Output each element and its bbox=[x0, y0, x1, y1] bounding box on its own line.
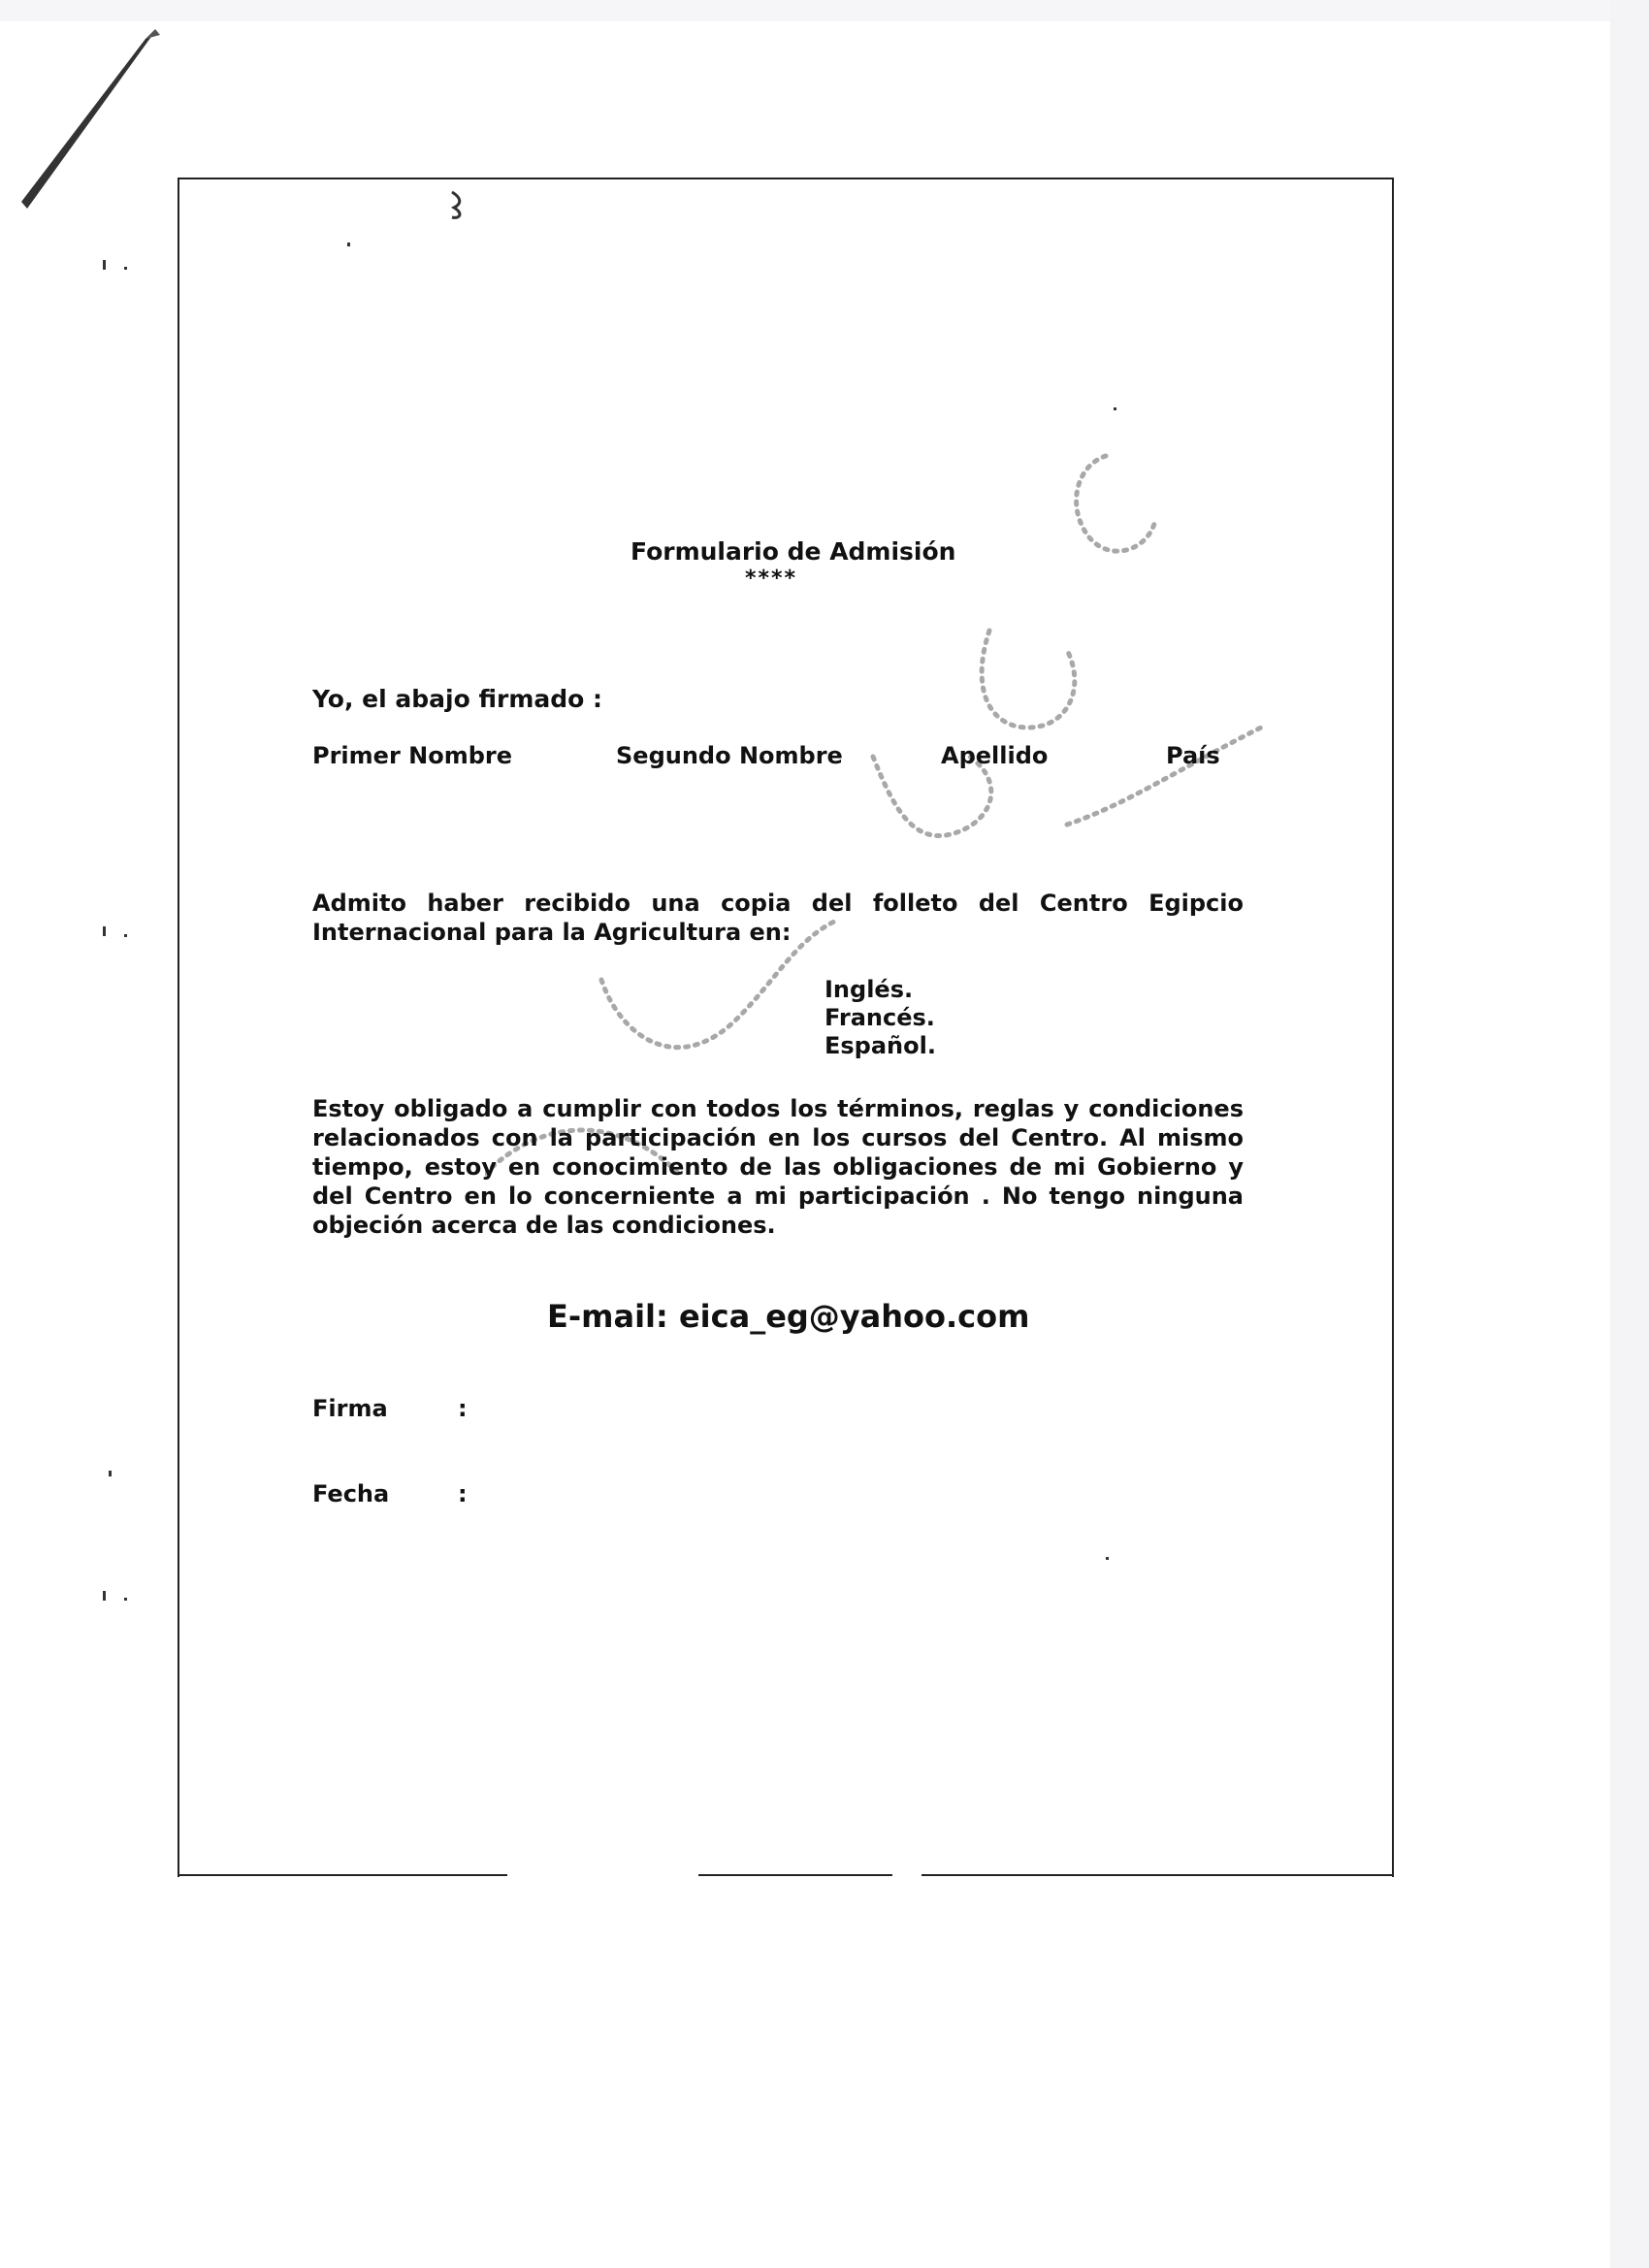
date-label: Fecha bbox=[312, 1480, 390, 1507]
receipt-paragraph: Admito haber recibido una copia del folleto del Centro Egipcio Internacional para la Agricultura en: bbox=[312, 890, 1244, 946]
intro-statement: Yo, el abajo firmado : bbox=[312, 685, 603, 713]
language-list bbox=[824, 976, 936, 1060]
date-colon: : bbox=[458, 1480, 468, 1507]
language-french: Francés. bbox=[824, 1004, 935, 1031]
field-first-name: Primer Nombre bbox=[312, 742, 513, 769]
language-english: Inglés. bbox=[824, 976, 914, 1003]
contact-email: E-mail: eica_eg@yahoo.com bbox=[547, 1298, 1030, 1335]
form-title: Formulario de Admisión bbox=[630, 537, 956, 566]
field-middle-name: Segundo Nombre bbox=[616, 742, 843, 769]
title-marker: **** bbox=[745, 567, 798, 591]
field-last-name: Apellido bbox=[941, 742, 1049, 769]
terms-paragraph: Estoy obligado a cumplir con todos los términos, reglas y condiciones relacionados con la participación en los cursos del Centro. Al mismo tiempo, estoy en conocimiento de las obligaciones de mi Gobierno y del Centro en lo concerniente a mi participación . No tengo ninguna objeción acerca de las condiciones. bbox=[312, 1095, 1244, 1239]
signature-label: Firma bbox=[312, 1395, 388, 1422]
field-country: País bbox=[1166, 742, 1220, 769]
signature-colon: : bbox=[458, 1395, 468, 1422]
language-spanish: Español. bbox=[824, 1032, 936, 1059]
name-fields-row bbox=[312, 742, 1292, 773]
